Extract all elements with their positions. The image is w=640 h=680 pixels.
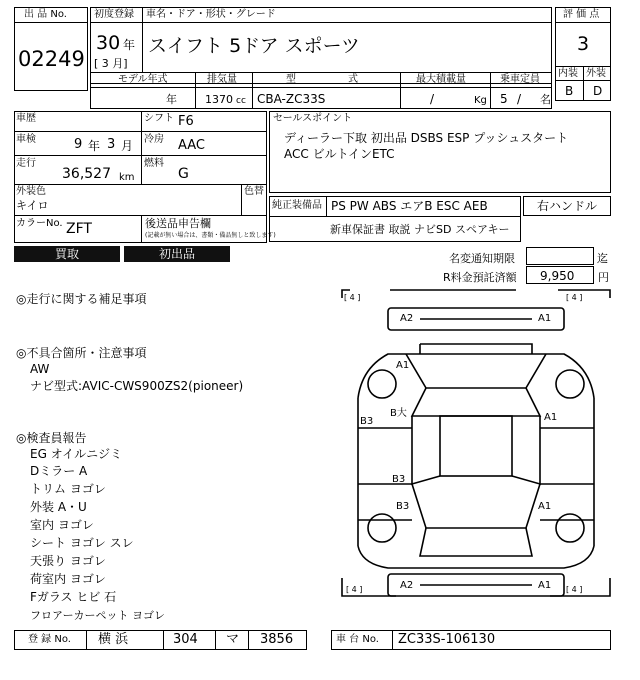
model-code-label-2: 式 xyxy=(348,74,358,85)
model-year-unit: 年 xyxy=(166,93,177,106)
name-change-unit: 迄 xyxy=(597,252,608,265)
capacity-unit: 名 xyxy=(540,93,551,106)
fuel: G xyxy=(178,166,189,182)
interior-label: 内装 xyxy=(558,68,578,79)
first-reg-label: 初度登録 xyxy=(94,9,134,20)
damage-mark: B3 xyxy=(392,474,406,485)
history-label: 車歴 xyxy=(16,113,36,124)
shift: F6 xyxy=(178,114,194,129)
mileage-unit: km xyxy=(119,172,135,183)
exterior-label: 外装 xyxy=(586,68,606,79)
report-item: トリム ヨゴレ xyxy=(30,482,106,496)
damage-mark: A1 xyxy=(538,313,552,324)
car-condition-diagram xyxy=(340,288,612,628)
capacity-label: 乗車定員 xyxy=(500,74,540,85)
defects-title: ◎不具合箇所・注意事項 xyxy=(16,346,147,360)
recycle-unit: 円 xyxy=(598,271,609,284)
registration-kana: マ xyxy=(226,632,240,647)
report-item: フロアーカーペット ヨゴレ xyxy=(30,609,165,622)
corner-label-top-right: [ 4 ] xyxy=(566,293,583,302)
max-load-label: 最大積載量 xyxy=(416,74,466,85)
capacity: 5 xyxy=(500,92,508,106)
car-name-label: 車名・ドア・形状・グレード xyxy=(146,9,276,20)
color-no-label: カラーNo. xyxy=(16,218,63,229)
max-load-unit: Kg xyxy=(474,95,487,106)
lot-no: 02249 xyxy=(18,47,85,71)
ac: AAC xyxy=(178,138,205,153)
model-code: CBA-ZC33S xyxy=(257,92,326,106)
damage-mark: A2 xyxy=(400,313,414,324)
chassis-label: 車 台 No. xyxy=(336,634,379,645)
equipment-label: 純正装備品 xyxy=(272,200,322,211)
equipment-items: PS PW ABS エアB ESC AEB xyxy=(331,199,488,213)
inspection-label: 車検 xyxy=(16,134,36,145)
report-item: 天張り ヨゴレ xyxy=(30,554,106,568)
driving-notes-title: ◎走行に関する補足事項 xyxy=(16,292,147,306)
first-reg-year: 30 xyxy=(96,32,121,54)
first-reg-month: [ 3 月] xyxy=(94,57,128,70)
corner-label-bottom-left: [ 4 ] xyxy=(346,585,363,594)
displacement-unit: cc xyxy=(236,96,246,106)
max-load: / xyxy=(430,92,435,106)
chassis-number: ZC33S-106130 xyxy=(398,632,496,647)
sales-point-label: セールスポイント xyxy=(273,113,353,124)
interior-grade: B xyxy=(565,84,574,98)
inspection-month: 3 xyxy=(107,137,116,152)
report-item: Fガラス ヒビ 石 xyxy=(30,590,117,604)
ext-color-label: 外装色 xyxy=(16,186,46,197)
registration-area: 横 浜 xyxy=(98,632,129,647)
report-item: 荷室内 ヨゴレ xyxy=(30,572,106,586)
displacement: 1370 xyxy=(205,93,233,106)
inspector-title: ◎検査員報告 xyxy=(16,431,87,445)
aftermarket-note: (記載が無い場合は、書類・備品無しと致します) xyxy=(145,232,276,239)
color-change-label: 色替 xyxy=(244,186,264,197)
damage-mark: A2 xyxy=(400,580,414,591)
score: 3 xyxy=(577,33,590,55)
registration-class: 304 xyxy=(173,632,198,647)
corner-label-top-left: [ 4 ] xyxy=(344,293,361,302)
year-unit: 年 xyxy=(123,38,136,52)
sales-point-line-1: ディーラー下取 初出品 DSBS ESP プッシュスタート xyxy=(284,131,569,145)
color-no: ZFT xyxy=(66,221,92,237)
ac-label: 冷房 xyxy=(144,134,164,145)
inspection-year: 9 xyxy=(74,137,83,152)
lot-no-label: 出 品 No. xyxy=(24,9,67,20)
damage-mark: A1 xyxy=(544,412,558,423)
car-name: スイフト 5ドア スポーツ xyxy=(148,35,360,57)
report-item: EG オイルニジミ xyxy=(30,447,123,461)
first-listing-badge: 初出品 xyxy=(124,246,230,262)
mileage-label: 走行 xyxy=(16,158,36,169)
capacity-sep: / xyxy=(517,92,522,106)
displacement-label: 排気量 xyxy=(207,74,237,85)
fuel-label: 燃料 xyxy=(144,158,164,169)
report-item: Dミラー A xyxy=(30,464,88,478)
aftermarket-label: 後送品申告欄 xyxy=(145,217,211,230)
model-code-label: 型 xyxy=(286,74,296,85)
defect-1: AW xyxy=(30,362,50,376)
damage-mark: B3 xyxy=(360,416,374,427)
name-change-box xyxy=(526,247,594,265)
buy-badge: 買取 xyxy=(14,246,120,262)
warranty-items: 新車保証書 取説 ナビSD スペアキー xyxy=(330,223,510,236)
report-item: 外装 A・U xyxy=(30,500,87,514)
defect-2: ナビ型式:AVIC-CWS900ZS2(pioneer) xyxy=(30,379,244,393)
recycle-label: R料金預託済額 xyxy=(443,271,517,284)
mileage: 36,527 xyxy=(62,166,111,182)
damage-mark: A1 xyxy=(396,360,410,371)
model-year-label: モデル年式 xyxy=(118,74,168,85)
inspection-month-unit: 月 xyxy=(121,139,134,153)
registration-label: 登 録 No. xyxy=(28,634,71,645)
ext-color: キイロ xyxy=(16,199,49,212)
damage-mark: B大 xyxy=(390,408,407,419)
exterior-grade: D xyxy=(593,84,603,98)
registration-number: 3856 xyxy=(260,632,294,647)
shift-label: シフト xyxy=(144,113,174,124)
recycle-amount: 9,950 xyxy=(540,269,575,283)
steering: 右ハンドル xyxy=(537,199,598,213)
corner-label-bottom-right: [ 4 ] xyxy=(566,585,583,594)
car-outline xyxy=(340,288,612,628)
sales-point-line-2: ACC ビルトインETC xyxy=(284,147,395,161)
damage-mark: B3 xyxy=(396,501,410,512)
name-change-label: 名変通知期限 xyxy=(449,252,515,265)
damage-mark: A1 xyxy=(538,580,552,591)
report-item: 室内 ヨゴレ xyxy=(30,518,94,532)
score-label: 評 価 点 xyxy=(563,9,600,20)
damage-mark: A1 xyxy=(538,501,552,512)
inspection-year-unit: 年 xyxy=(88,139,101,153)
report-item: シート ヨゴレ スレ xyxy=(30,536,134,550)
